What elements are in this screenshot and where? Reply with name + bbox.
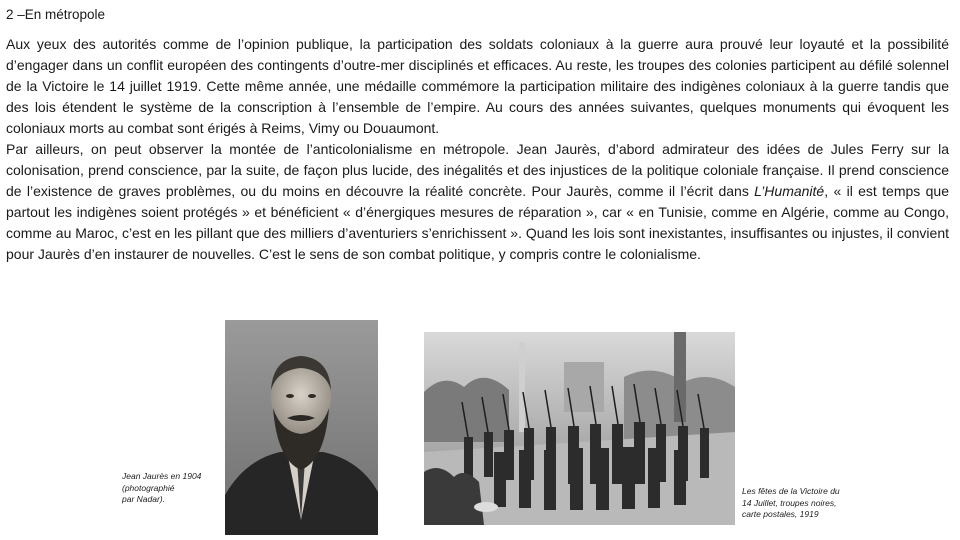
victory-parade-photo bbox=[424, 332, 735, 525]
section-heading: 2 –En métropole bbox=[6, 7, 106, 22]
portrait-caption-line: par Nadar). bbox=[122, 494, 165, 504]
portrait-caption-line: (photographié bbox=[122, 482, 175, 493]
parade-caption-line: 14 Juillet, troupes noires, bbox=[742, 497, 837, 508]
body-text bbox=[6, 34, 949, 265]
parade-caption-line: carte postales, 1919 bbox=[742, 509, 819, 519]
portrait-caption bbox=[122, 471, 222, 506]
newspaper-title: L’Humanité bbox=[754, 183, 825, 199]
jaures-portrait-photo bbox=[225, 320, 378, 535]
paragraph-anticolonialism bbox=[6, 139, 949, 265]
paragraph-text-part2: , « il est temps que partout les indigènes soient protégés » et bénéficient « d’énergiques mesures de réparation », car « en Tunisie, comme en Algérie, comme au Congo, comme au Maroc, c’est en les pillant que des milliers d’aventuriers s’enrichissent ». Quand les lois sont inexistantes, insuffisantes ou injustes, il convient pour Jaurès d’en instaurer de nouvelles. C’est le sens de son combat politique, y compris contre le colonialisme. bbox=[6, 183, 949, 262]
parade-caption-line: Les fêtes de la Victoire du bbox=[742, 486, 840, 496]
paragraph-colonial-troops: Aux yeux des autorités comme de l’opinion publique, la participation des soldats coloniaux à la guerre aura prouvé leur loyauté et la possibilité d’engager dans un conflit européen des contingents d’outre-mer disciplinés et efficaces. Au reste, les troupes des colonies participent au défilé solennel de la Victoire le 14 juillet 1919. Cette même année, une médaille commémore la participation militaire des indigènes coloniaux à la guerre tandis que des lois étendent le système de la conscription à l’ensemble de l’empire. Au cours des années suivantes, quelques monuments qui évoquent les coloniaux morts au combat sont érigés à Reims, Vimy ou Douaumont. bbox=[6, 36, 949, 136]
parade-caption bbox=[742, 486, 872, 521]
portrait-caption-line: Jean Jaurès en 1904 bbox=[122, 471, 202, 481]
paragraph-text-part1: Par ailleurs, on peut observer la montée de l’anticolonialisme en métropole. Jean Jaurès, d’abord admirateur des idées de Jules Ferry sur la colonisation, prend conscience, par la suite, de façon plus lucide, des inégalités et des injustices de la politique coloniale française. Il prend conscience de l’existence de graves problèmes, ou du moins en découvre la réalité concrète. Pour Jaurès, comme il l’écrit dans bbox=[6, 141, 949, 199]
